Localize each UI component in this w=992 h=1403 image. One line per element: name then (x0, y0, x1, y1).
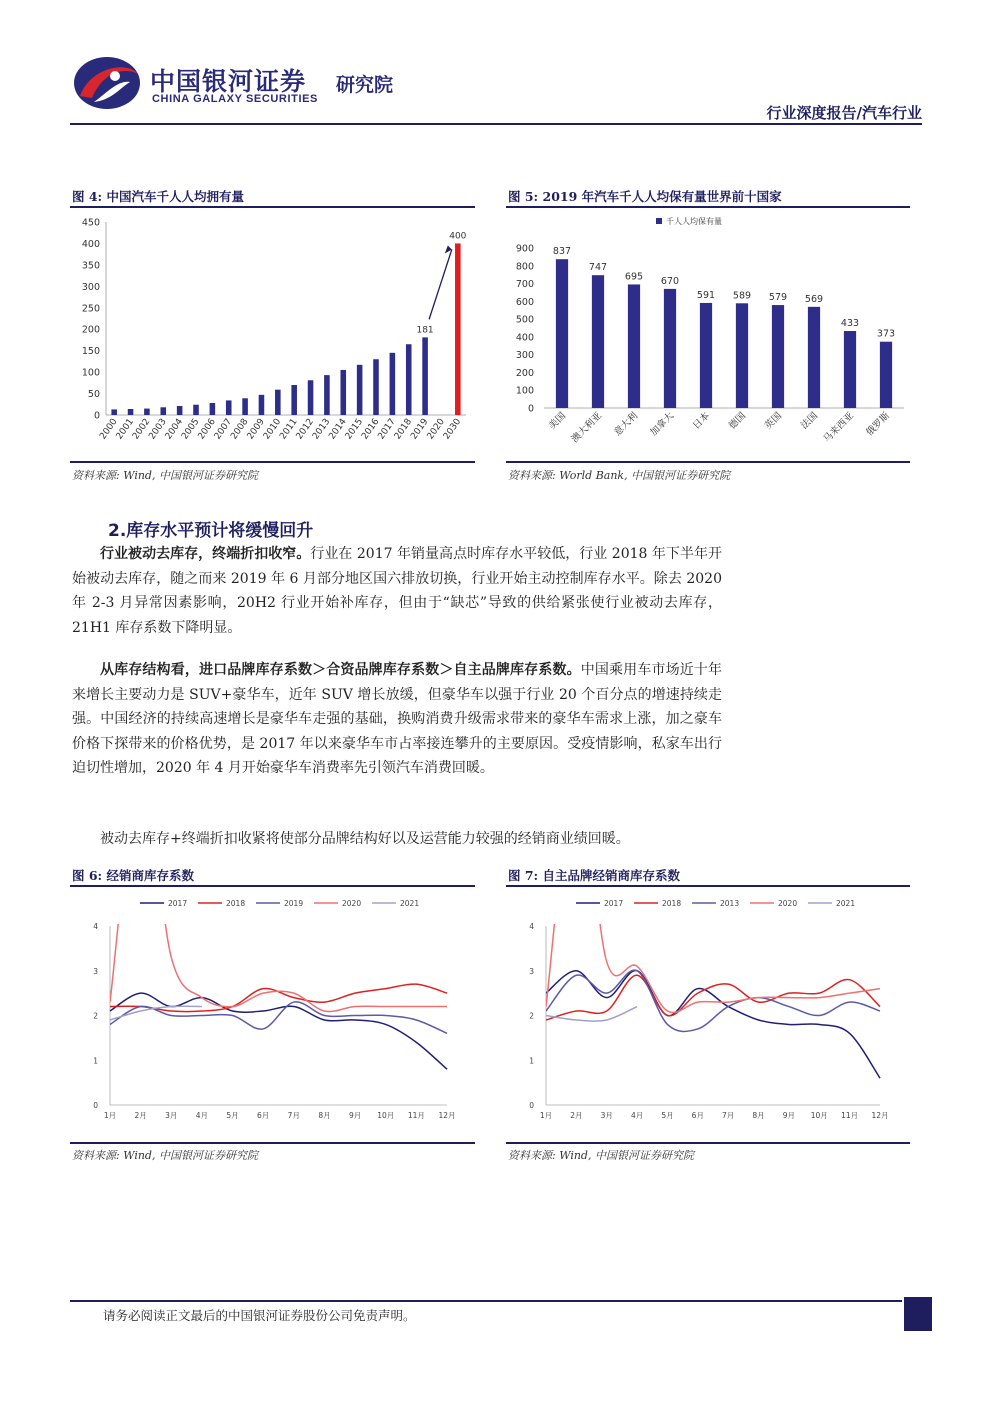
fig6-x-tick-label: 4月 (195, 1111, 209, 1120)
fig7-series-2020 (546, 889, 880, 1013)
fig5-bar-加拿大 (664, 289, 676, 408)
fig6-x-tick-label: 12月 (438, 1111, 456, 1120)
fig5-x-tick-label: 美国 (546, 410, 569, 432)
fig5-title: 图 5: 2019 年汽车千人人均保有量世界前十国家 (508, 189, 782, 204)
fig6-legend-label: 2021 (400, 899, 420, 908)
fig4-x-tick-label: 2030 (441, 416, 464, 442)
fig7-y-tick-label: 4 (529, 922, 534, 931)
fig6-series-2017 (110, 993, 447, 1069)
fig4-bar-2013 (324, 375, 330, 415)
fig7-x-tick-label: 1月 (539, 1111, 553, 1120)
section-heading: 2.库存水平预计将缓慢回升 (108, 521, 314, 541)
fig5-bar-美国 (556, 259, 568, 408)
fig5-x-tick-label: 澳大利亚 (569, 410, 605, 446)
page-number-box (904, 1297, 932, 1331)
fig7-legend-label: 2021 (836, 899, 856, 908)
fig4-x-tick-label: 2012 (294, 416, 317, 442)
fig4-x-tick-label: 2001 (114, 416, 137, 442)
fig5-y-tick-label: 900 (515, 243, 534, 255)
fig6-legend-label: 2017 (168, 899, 188, 908)
fig5-x-tick-label: 英国 (762, 410, 785, 432)
fig4-chart (70, 210, 475, 458)
fig5-bottom-rule (506, 461, 910, 463)
institute-label: 研究院 (336, 74, 394, 96)
fig4-x-tick-label: 2007 (212, 416, 235, 442)
fig5-y-tick-label: 100 (515, 385, 534, 397)
fig5-y-tick-label: 700 (515, 279, 534, 291)
fig7-x-tick-label: 12月 (871, 1111, 889, 1120)
fig7-y-tick-label: 0 (529, 1101, 534, 1110)
logo-english-name: CHINA GALAXY SECURITIES (152, 93, 318, 105)
fig4-x-tick-label: 2019 (409, 416, 431, 442)
fig5-y-tick-label: 200 (515, 367, 534, 379)
fig4-y-tick-label: 150 (81, 346, 100, 358)
fig5-data-label: 670 (660, 275, 680, 287)
fig6-series-2020 (110, 889, 447, 1012)
fig6-x-tick-label: 11月 (407, 1111, 425, 1120)
fig5-bar-法国 (808, 307, 820, 408)
fig4-bar-2009 (259, 395, 265, 415)
fig7-x-tick-label: 3月 (600, 1111, 613, 1120)
fig4-x-tick-label: 2020 (425, 416, 447, 442)
fig4-data-label-2019: 181 (416, 325, 434, 336)
fig6-legend-label: 2018 (226, 899, 246, 908)
fig7-x-tick-label: 6月 (691, 1111, 704, 1120)
fig7-series-2013 (546, 970, 880, 1031)
fig4-y-tick-label: 250 (81, 303, 100, 315)
fig6-x-tick-label: 8月 (318, 1111, 331, 1120)
fig4-y-tick-label: 400 (81, 238, 100, 250)
fig7-y-tick-label: 3 (529, 966, 534, 976)
fig6-x-tick-label: 6月 (257, 1111, 270, 1120)
fig4-x-tick-label: 2016 (360, 416, 382, 442)
fig5-data-label: 591 (696, 289, 716, 301)
fig4-bar-2014 (340, 370, 346, 415)
fig6-x-tick-label: 10月 (377, 1111, 395, 1120)
paragraph-1 (72, 542, 722, 640)
fig4-x-tick-label: 2018 (392, 416, 415, 442)
fig5-bar-马来西亚 (844, 331, 856, 408)
fig5-bar-俄罗斯 (880, 342, 892, 408)
fig4-y-tick-label: 200 (81, 324, 100, 336)
fig4-bar-2004 (177, 406, 183, 415)
fig6-legend-label: 2019 (284, 899, 304, 908)
fig5-x-tick-label: 马来西亚 (821, 410, 857, 446)
fig7-x-tick-label: 2月 (570, 1111, 583, 1120)
fig5-bar-德国 (736, 303, 748, 408)
fig6-y-tick-label: 0 (93, 1101, 98, 1110)
fig4-bar-2008 (242, 398, 248, 415)
fig7-title: 图 7: 自主品牌经销商库存系数 (508, 868, 681, 883)
fig4-top-rule (70, 206, 475, 208)
fig5-y-tick-label: 300 (515, 350, 534, 362)
fig4-x-tick-label: 2006 (196, 416, 218, 442)
fig6-legend-label: 2020 (342, 899, 362, 908)
paragraph-1-body: 行业在 2017 年销量高点时库存水平较低，行业 2018 年下半年开始被动去库存，随之而来 2019 年 6 月部分地区国六排放切换，行业开始主动控制库存水平。除去 2020 年 2-3 月异常因素影响，20H2 行业开始补库存，但由于“缺芯”导致的供给紧张使行业被动去库存，21H1 库存系数下降明显。 (72, 546, 722, 636)
fig4-x-tick-label: 2010 (261, 416, 284, 442)
fig7-x-tick-label: 4月 (630, 1111, 644, 1120)
footer-divider (70, 1300, 902, 1302)
fig6-y-tick-label: 1 (93, 1056, 98, 1066)
fig5-data-label: 373 (876, 328, 896, 340)
fig6-y-tick-label: 2 (93, 1011, 98, 1021)
fig5-y-tick-label: 500 (515, 314, 534, 326)
fig5-x-tick-label: 日本 (690, 410, 713, 432)
fig6-x-tick-label: 7月 (287, 1111, 300, 1120)
fig4-bar-2016 (373, 359, 379, 415)
fig7-chart (506, 889, 910, 1141)
fig6-y-tick-label: 4 (93, 922, 98, 931)
fig7-legend-label: 2020 (778, 899, 798, 908)
fig4-x-tick-label: 2015 (343, 416, 366, 442)
fig5-bar-意大利 (628, 284, 640, 408)
fig7-x-tick-label: 10月 (810, 1111, 828, 1120)
fig7-x-tick-label: 11月 (841, 1111, 859, 1120)
fig4-x-tick-label: 2017 (376, 416, 398, 442)
fig4-y-tick-label: 450 (81, 217, 100, 229)
fig5-data-label: 695 (624, 271, 644, 283)
fig4-bar-2015 (357, 365, 363, 415)
fig4-x-tick-label: 2000 (98, 416, 120, 442)
fig4-bar-2001 (128, 409, 134, 415)
fig4-bar-2011 (291, 385, 297, 415)
fig7-bottom-rule (506, 1142, 910, 1144)
fig4-x-tick-label: 2014 (327, 416, 349, 442)
fig5-x-tick-label: 加拿大 (648, 410, 677, 439)
fig5-x-tick-label: 德国 (726, 410, 749, 432)
fig4-source: 资料来源: Wind, 中国银河证券研究院 (72, 469, 258, 482)
fig7-legend-label: 2013 (720, 899, 740, 908)
fig7-y-tick-label: 1 (529, 1056, 534, 1066)
fig4-bar-2019 (422, 337, 428, 415)
fig6-x-tick-label: 2月 (134, 1111, 147, 1120)
fig4-bar-2010 (275, 390, 281, 415)
fig5-legend-label: 千人人均保有量 (666, 217, 722, 226)
fig4-x-tick-label: 2013 (311, 416, 333, 442)
fig5-x-tick-label: 意大利 (612, 410, 641, 439)
fig7-legend-label: 2018 (662, 899, 682, 908)
fig5-data-label: 837 (552, 246, 572, 258)
fig4-bar-2005 (193, 405, 199, 415)
fig6-source: 资料来源: Wind, 中国银河证券研究院 (72, 1149, 258, 1162)
logo-chinese-name: 中国银河证券 (150, 67, 307, 96)
fig5-y-tick-label: 600 (515, 296, 534, 308)
fig6-x-tick-label: 3月 (165, 1111, 178, 1120)
fig5-legend-swatch (656, 218, 662, 224)
paragraph-2 (72, 658, 722, 781)
fig5-x-tick-label: 俄罗斯 (864, 410, 893, 439)
fig4-data-label-2030: 400 (449, 231, 467, 242)
fig4-bar-2018 (406, 344, 412, 415)
fig4-y-tick-label: 0 (93, 410, 100, 422)
fig4-x-tick-label: 2008 (229, 416, 251, 442)
fig5-bar-日本 (700, 303, 712, 408)
fig5-bar-澳大利亚 (592, 275, 604, 408)
fig4-bottom-rule (70, 461, 475, 463)
fig5-y-tick-label: 0 (527, 403, 534, 415)
fig5-chart (506, 210, 910, 458)
fig5-y-tick-label: 800 (515, 261, 534, 273)
paragraph-2-body: 中国乘用车市场近十年来增长主要动力是 SUV+豪华车，近年 SUV 增长放缓，但豪华车以强于行业 20 个百分点的增速持续走强。中国经济的持续高速增长是豪华车走强的基础，换购消费升级需求带来的豪华车需求上涨，加之豪车价格下探带来的价格优势，是 2017 年以来豪华车市占率接连攀升的主要原因。受疫情影响，私家车出行迫切性增加，2020 年 4 月开始豪华车消费率先引领汽车消费回暖。 (72, 662, 723, 776)
fig4-bar-2030 (455, 243, 461, 415)
fig4-bar-2017 (390, 353, 396, 415)
fig4-bar-2003 (160, 407, 166, 415)
fig5-bar-英国 (772, 305, 784, 408)
fig6-title: 图 6: 经销商库存系数 (72, 868, 195, 883)
footer-disclaimer: 请务必阅读正文最后的中国银河证券股份公司免责声明。 (103, 1308, 416, 1323)
fig4-y-tick-label: 300 (81, 281, 100, 293)
fig6-bottom-rule (70, 1142, 475, 1144)
fig7-x-tick-label: 5月 (661, 1111, 674, 1120)
fig7-top-rule (506, 885, 910, 887)
fig4-x-tick-label: 2002 (131, 416, 153, 442)
fig4-x-tick-label: 2009 (245, 416, 267, 442)
fig4-bar-2000 (111, 409, 117, 415)
fig7-series-2018 (546, 975, 880, 1020)
fig7-series-2021 (546, 1007, 637, 1022)
fig4-bar-2006 (210, 403, 216, 415)
fig4-bar-2002 (144, 409, 150, 415)
fig6-top-rule (70, 885, 475, 887)
fig7-legend-label: 2017 (604, 899, 624, 908)
paragraph-2-lead: 从库存结构看，进口品牌库存系数＞合资品牌库存系数＞自主品牌库存系数。 (100, 662, 581, 678)
fig5-top-rule (506, 206, 910, 208)
paragraph-1-lead: 行业被动去库存，终端折扣收窄。 (100, 546, 311, 562)
fig7-source: 资料来源: Wind, 中国银河证券研究院 (508, 1149, 694, 1162)
fig6-x-tick-label: 5月 (226, 1111, 239, 1120)
company-logo (72, 52, 146, 114)
fig6-y-tick-label: 3 (93, 966, 98, 976)
fig7-x-tick-label: 7月 (722, 1111, 735, 1120)
fig4-bar-2012 (308, 380, 314, 415)
fig5-data-label: 569 (804, 293, 824, 305)
fig4-bar-2007 (226, 400, 232, 415)
fig5-data-label: 579 (768, 292, 788, 304)
fig4-x-tick-label: 2003 (147, 416, 169, 442)
fig4-y-tick-label: 50 (87, 389, 100, 401)
fig4-x-tick-label: 2005 (180, 416, 202, 442)
fig5-y-tick-label: 400 (515, 332, 534, 344)
fig7-x-tick-label: 9月 (782, 1111, 796, 1120)
fig4-x-tick-label: 2011 (278, 416, 300, 442)
fig4-x-tick-label: 2004 (163, 416, 186, 442)
fig7-y-tick-label: 2 (529, 1011, 534, 1021)
fig5-data-label: 747 (588, 262, 608, 274)
fig6-x-tick-label: 1月 (103, 1111, 117, 1120)
fig4-y-tick-label: 350 (81, 260, 100, 272)
fig7-x-tick-label: 8月 (752, 1111, 765, 1120)
fig5-data-label: 589 (732, 290, 752, 302)
fig4-trend-arrow (429, 249, 452, 319)
fig6-x-tick-label: 9月 (348, 1111, 362, 1120)
fig4-y-tick-label: 100 (81, 367, 100, 379)
fig5-x-tick-label: 法国 (798, 410, 821, 432)
report-type: 行业深度报告/汽车行业 (766, 104, 922, 122)
fig5-data-label: 433 (840, 318, 860, 330)
fig4-title: 图 4: 中国汽车千人人均拥有量 (72, 189, 245, 204)
fig5-source: 资料来源: World Bank, 中国银河证券研究院 (508, 469, 731, 482)
fig6-series-2021 (110, 1006, 202, 1020)
header-divider (70, 123, 922, 125)
paragraph-3: 被动去库存+终端折扣收紧将使部分品牌结构好以及运营能力较强的经销商业绩回暖。 (100, 831, 630, 847)
fig6-chart (70, 889, 475, 1141)
